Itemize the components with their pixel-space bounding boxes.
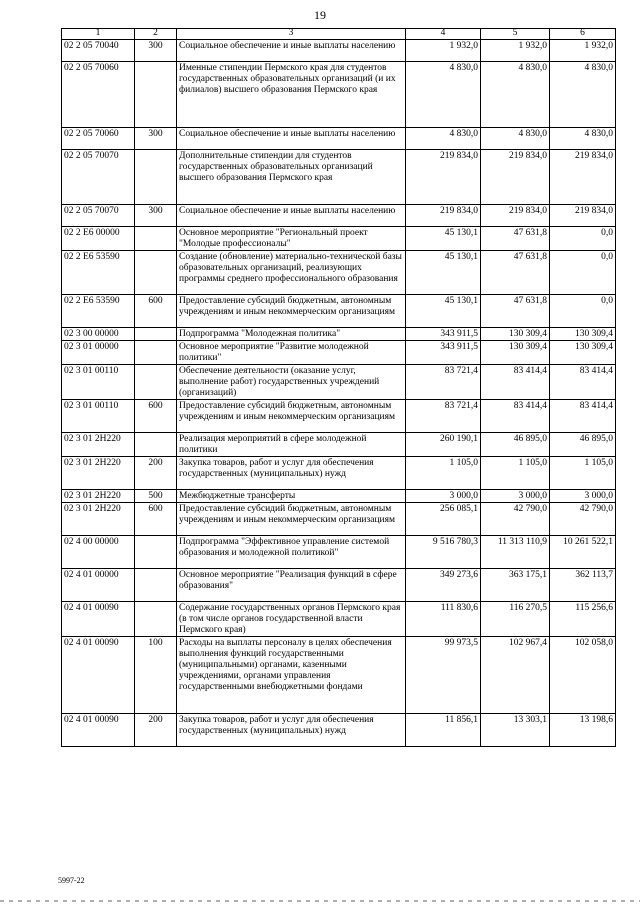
row-expense-type: 200 bbox=[135, 457, 177, 490]
row-amount-year2: 219 834,0 bbox=[481, 150, 550, 205]
row-amount-year3: 0,0 bbox=[550, 295, 616, 328]
row-name: Предоставление субсидий бюджетным, автономным учреждениям и иным некоммерческим организациям bbox=[177, 295, 406, 328]
row-code: 02 2 05 70060 bbox=[62, 128, 135, 150]
table-row bbox=[62, 227, 616, 251]
row-amount-year1: 343 911,5 bbox=[406, 341, 481, 365]
row-amount-year3: 4 830,0 bbox=[550, 128, 616, 150]
table-row bbox=[62, 457, 616, 490]
row-expense-type bbox=[135, 433, 177, 457]
row-name: Подпрограмма "Эффективное управление системой образования и молодежной политикой" bbox=[177, 536, 406, 569]
table-row bbox=[62, 602, 616, 637]
table-row bbox=[62, 714, 616, 747]
row-expense-type bbox=[135, 150, 177, 205]
row-name: Расходы на выплаты персоналу в целях обеспечения выполнения функций государственными (муниципальными) органами, казенными учреждениями, органами управления государственными внебюджетными фондами bbox=[177, 637, 406, 714]
row-amount-year2: 83 414,4 bbox=[481, 400, 550, 433]
row-code: 02 3 01 00110 bbox=[62, 400, 135, 433]
row-amount-year1: 4 830,0 bbox=[406, 128, 481, 150]
row-amount-year3: 4 830,0 bbox=[550, 62, 616, 128]
row-amount-year1: 349 273,6 bbox=[406, 569, 481, 602]
row-amount-year2: 13 303,1 bbox=[481, 714, 550, 747]
row-amount-year2: 42 790,0 bbox=[481, 503, 550, 536]
row-amount-year2: 219 834,0 bbox=[481, 205, 550, 227]
table-row bbox=[62, 328, 616, 341]
row-amount-year1: 256 085,1 bbox=[406, 503, 481, 536]
table-row bbox=[62, 569, 616, 602]
row-name: Межбюджетные трансферты bbox=[177, 490, 406, 503]
table-row bbox=[62, 637, 616, 714]
row-code: 02 2 E6 53590 bbox=[62, 251, 135, 295]
row-name: Именные стипендии Пермского края для студентов государственных образовательных организаций (и их филиалов) высшего образования Пермского края bbox=[177, 62, 406, 128]
row-amount-year1: 9 516 780,3 bbox=[406, 536, 481, 569]
table-row bbox=[62, 251, 616, 295]
row-name: Закупка товаров, работ и услуг для обеспечения государственных (муниципальных) нужд bbox=[177, 714, 406, 747]
row-name: Реализация мероприятий в сфере молодежной политики bbox=[177, 433, 406, 457]
document-footer-code: 5997-22 bbox=[58, 876, 85, 885]
row-name: Обеспечение деятельности (оказание услуг, выполнение работ) государственных учреждений (организаций) bbox=[177, 365, 406, 400]
header-col-1: 1 bbox=[62, 29, 135, 40]
row-expense-type bbox=[135, 251, 177, 295]
row-expense-type: 300 bbox=[135, 128, 177, 150]
row-expense-type: 500 bbox=[135, 490, 177, 503]
row-expense-type bbox=[135, 569, 177, 602]
row-amount-year3: 46 895,0 bbox=[550, 433, 616, 457]
row-name: Создание (обновление) материально-технической базы образовательных организаций, реализующих программы среднего профессионального образования bbox=[177, 251, 406, 295]
row-amount-year1: 45 130,1 bbox=[406, 227, 481, 251]
row-amount-year2: 116 270,5 bbox=[481, 602, 550, 637]
row-amount-year1: 3 000,0 bbox=[406, 490, 481, 503]
header-col-2: 2 bbox=[135, 29, 177, 40]
row-name: Социальное обеспечение и иные выплаты населению bbox=[177, 205, 406, 227]
row-amount-year1: 99 973,5 bbox=[406, 637, 481, 714]
row-amount-year1: 343 911,5 bbox=[406, 328, 481, 341]
row-expense-type bbox=[135, 536, 177, 569]
row-expense-type: 600 bbox=[135, 503, 177, 536]
row-code: 02 2 05 70070 bbox=[62, 150, 135, 205]
budget-table bbox=[61, 28, 616, 747]
row-code: 02 3 01 2H220 bbox=[62, 490, 135, 503]
row-code: 02 3 00 00000 bbox=[62, 328, 135, 341]
row-amount-year2: 46 895,0 bbox=[481, 433, 550, 457]
row-code: 02 2 05 70060 bbox=[62, 62, 135, 128]
row-name: Основное мероприятие "Развитие молодежной политики" bbox=[177, 341, 406, 365]
table-header-row bbox=[62, 29, 616, 40]
table-row bbox=[62, 400, 616, 433]
row-name: Предоставление субсидий бюджетным, автономным учреждениям и иным некоммерческим организациям bbox=[177, 503, 406, 536]
row-code: 02 2 05 70070 bbox=[62, 205, 135, 227]
row-name: Основное мероприятие "Реализация функций в сфере образования" bbox=[177, 569, 406, 602]
page-number: 19 bbox=[314, 8, 326, 22]
row-code: 02 4 01 00090 bbox=[62, 602, 135, 637]
row-expense-type: 200 bbox=[135, 714, 177, 747]
row-name: Предоставление субсидий бюджетным, автономным учреждениям и иным некоммерческим организациям bbox=[177, 400, 406, 433]
row-code: 02 3 01 00000 bbox=[62, 341, 135, 365]
table-row bbox=[62, 62, 616, 128]
header-col-3: 3 bbox=[177, 29, 406, 40]
row-amount-year3: 42 790,0 bbox=[550, 503, 616, 536]
row-expense-type bbox=[135, 341, 177, 365]
row-expense-type bbox=[135, 602, 177, 637]
row-amount-year2: 363 175,1 bbox=[481, 569, 550, 602]
row-code: 02 3 01 2H220 bbox=[62, 503, 135, 536]
row-code: 02 4 00 00000 bbox=[62, 536, 135, 569]
row-amount-year2: 4 830,0 bbox=[481, 62, 550, 128]
table-row bbox=[62, 536, 616, 569]
row-amount-year2: 4 830,0 bbox=[481, 128, 550, 150]
header-col-5: 5 bbox=[481, 29, 550, 40]
row-name: Содержание государственных органов Пермского края (в том числе органов государственной власти Пермского края) bbox=[177, 602, 406, 637]
row-name: Социальное обеспечение и иные выплаты населению bbox=[177, 128, 406, 150]
table-row bbox=[62, 295, 616, 328]
table-row bbox=[62, 150, 616, 205]
row-amount-year1: 1 105,0 bbox=[406, 457, 481, 490]
row-amount-year1: 83 721,4 bbox=[406, 400, 481, 433]
row-name: Подпрограмма "Молодежная политика" bbox=[177, 328, 406, 341]
row-amount-year2: 3 000,0 bbox=[481, 490, 550, 503]
row-amount-year3: 13 198,6 bbox=[550, 714, 616, 747]
table-row bbox=[62, 503, 616, 536]
row-amount-year1: 219 834,0 bbox=[406, 205, 481, 227]
row-amount-year1: 219 834,0 bbox=[406, 150, 481, 205]
row-code: 02 2 05 70040 bbox=[62, 40, 135, 62]
row-name: Закупка товаров, работ и услуг для обеспечения государственных (муниципальных) нужд bbox=[177, 457, 406, 490]
row-amount-year2: 47 631,8 bbox=[481, 295, 550, 328]
row-amount-year3: 1 105,0 bbox=[550, 457, 616, 490]
row-amount-year3: 3 000,0 bbox=[550, 490, 616, 503]
row-amount-year1: 45 130,1 bbox=[406, 295, 481, 328]
row-amount-year2: 83 414,4 bbox=[481, 365, 550, 400]
row-expense-type bbox=[135, 62, 177, 128]
row-expense-type bbox=[135, 328, 177, 341]
row-amount-year3: 0,0 bbox=[550, 251, 616, 295]
row-amount-year1: 1 932,0 bbox=[406, 40, 481, 62]
row-expense-type: 600 bbox=[135, 400, 177, 433]
scan-edge-artifact bbox=[0, 900, 640, 902]
row-amount-year1: 45 130,1 bbox=[406, 251, 481, 295]
row-amount-year3: 10 261 522,1 bbox=[550, 536, 616, 569]
row-name: Основное мероприятие "Региональный проект "Молодые профессионалы" bbox=[177, 227, 406, 251]
row-amount-year3: 219 834,0 bbox=[550, 205, 616, 227]
row-code: 02 4 01 00090 bbox=[62, 714, 135, 747]
table-row bbox=[62, 365, 616, 400]
row-amount-year3: 1 932,0 bbox=[550, 40, 616, 62]
row-name: Социальное обеспечение и иные выплаты населению bbox=[177, 40, 406, 62]
row-amount-year3: 0,0 bbox=[550, 227, 616, 251]
table-row bbox=[62, 205, 616, 227]
row-amount-year2: 130 309,4 bbox=[481, 341, 550, 365]
table-row bbox=[62, 490, 616, 503]
row-expense-type: 100 bbox=[135, 637, 177, 714]
row-amount-year3: 83 414,4 bbox=[550, 365, 616, 400]
row-amount-year1: 4 830,0 bbox=[406, 62, 481, 128]
row-amount-year3: 362 113,7 bbox=[550, 569, 616, 602]
row-expense-type: 300 bbox=[135, 205, 177, 227]
row-expense-type: 300 bbox=[135, 40, 177, 62]
table-row bbox=[62, 341, 616, 365]
row-code: 02 2 E6 53590 bbox=[62, 295, 135, 328]
row-expense-type: 600 bbox=[135, 295, 177, 328]
table-row bbox=[62, 433, 616, 457]
row-amount-year2: 1 105,0 bbox=[481, 457, 550, 490]
row-amount-year2: 47 631,8 bbox=[481, 227, 550, 251]
row-amount-year3: 83 414,4 bbox=[550, 400, 616, 433]
row-amount-year1: 260 190,1 bbox=[406, 433, 481, 457]
row-expense-type bbox=[135, 227, 177, 251]
row-amount-year2: 1 932,0 bbox=[481, 40, 550, 62]
row-amount-year1: 111 830,6 bbox=[406, 602, 481, 637]
row-code: 02 4 01 00000 bbox=[62, 569, 135, 602]
row-amount-year2: 11 313 110,9 bbox=[481, 536, 550, 569]
header-col-6: 6 bbox=[550, 29, 616, 40]
row-code: 02 3 01 2H220 bbox=[62, 457, 135, 490]
row-code: 02 3 01 00110 bbox=[62, 365, 135, 400]
row-name: Дополнительные стипендии для студентов государственных образовательных организаций высшего образования Пермского края bbox=[177, 150, 406, 205]
row-code: 02 3 01 2H220 bbox=[62, 433, 135, 457]
row-amount-year2: 47 631,8 bbox=[481, 251, 550, 295]
table-row bbox=[62, 128, 616, 150]
row-amount-year3: 130 309,4 bbox=[550, 328, 616, 341]
row-amount-year2: 130 309,4 bbox=[481, 328, 550, 341]
row-expense-type bbox=[135, 365, 177, 400]
row-amount-year3: 102 058,0 bbox=[550, 637, 616, 714]
row-amount-year3: 115 256,6 bbox=[550, 602, 616, 637]
row-amount-year2: 102 967,4 bbox=[481, 637, 550, 714]
row-amount-year3: 219 834,0 bbox=[550, 150, 616, 205]
header-col-4: 4 bbox=[406, 29, 481, 40]
row-code: 02 2 E6 00000 bbox=[62, 227, 135, 251]
row-code: 02 4 01 00090 bbox=[62, 637, 135, 714]
row-amount-year1: 83 721,4 bbox=[406, 365, 481, 400]
row-amount-year3: 130 309,4 bbox=[550, 341, 616, 365]
table-row bbox=[62, 40, 616, 62]
row-amount-year1: 11 856,1 bbox=[406, 714, 481, 747]
